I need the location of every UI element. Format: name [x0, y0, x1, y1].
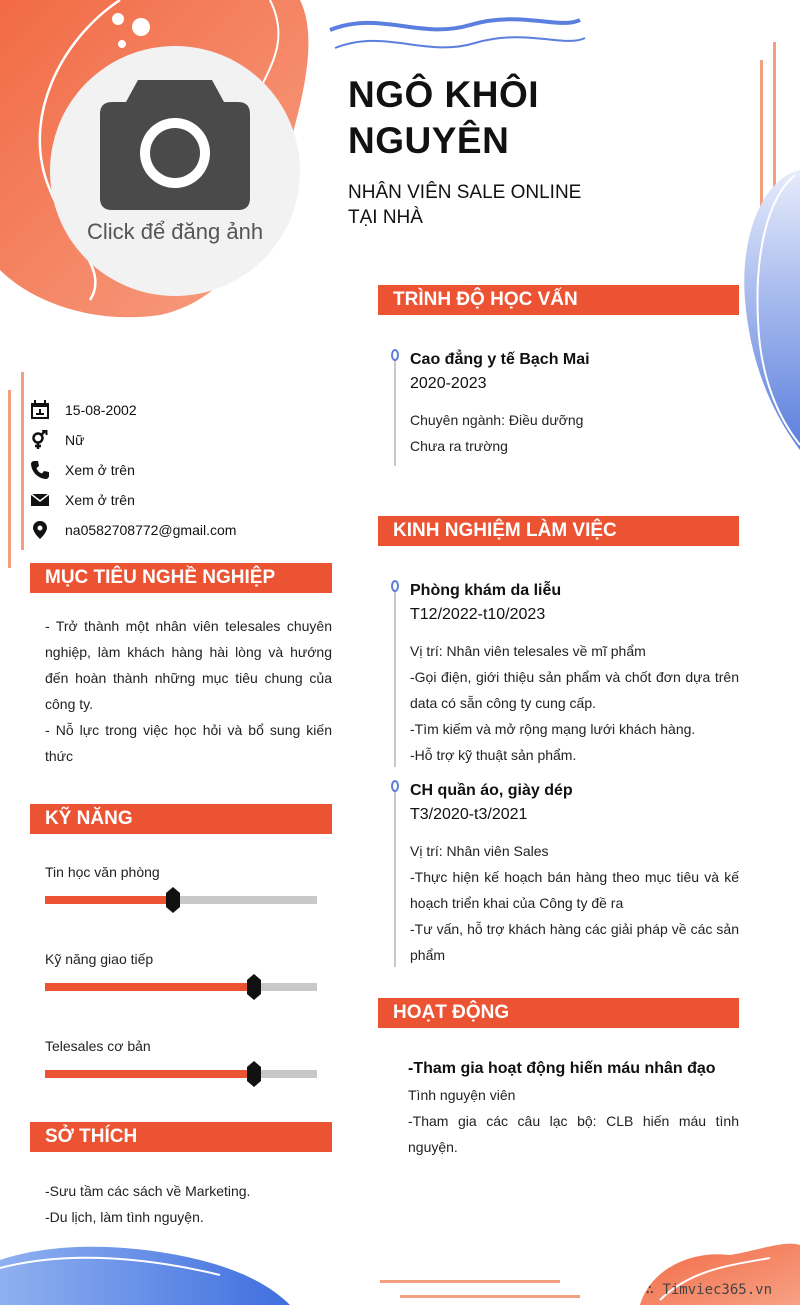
education-details: [410, 407, 739, 459]
hobby-item-1: -Sưu tầm các sách về Marketing.: [45, 1183, 251, 1199]
skills-header: KỸ NĂNG: [30, 804, 332, 834]
skill-bar-3: [45, 1070, 317, 1078]
candidate-name-line2: NGUYÊN: [348, 120, 510, 161]
contact-email: [30, 489, 330, 511]
contact-phone: [30, 459, 330, 481]
phone-value: Xem ở trên: [65, 462, 135, 478]
candidate-name-line1: NGÔ KHÔI: [348, 74, 540, 115]
activities-header: HOẠT ĐỘNG: [378, 998, 739, 1028]
education-major: Chuyên ngành: Điều dưỡng: [410, 412, 584, 428]
activity-detail: -Tham gia các câu lạc bộ: CLB hiến máu tình nguyện.: [408, 1113, 739, 1155]
contact-address: [30, 519, 330, 541]
photo-upload-label: Click để đăng ảnh: [86, 219, 264, 244]
objective-text: [45, 613, 332, 769]
email-icon: [30, 490, 50, 510]
experience-timeline-dot-icon: [391, 780, 399, 792]
job-1-details: [410, 638, 739, 768]
job-2-company: CH quần áo, giày dép: [410, 782, 573, 799]
hobby-item-2: -Du lịch, làm tình nguyện.: [45, 1209, 204, 1225]
job-1-line-2: -Gọi điện, giới thiệu sản phẩm và chốt đơn dựa trên data có sẵn công ty cung cấp.: [410, 669, 739, 711]
job-title-line2: TẠI NHÀ: [348, 207, 423, 228]
job-2-line-3: -Tư vấn, hỗ trợ khách hàng các giải pháp về các sản phẩm: [410, 921, 739, 963]
blue-blob-bottom-left: [0, 1247, 290, 1305]
objective-header: MỤC TIÊU NGHỀ NGHIỆP: [30, 563, 332, 593]
skill-bar-knob-icon[interactable]: [166, 887, 180, 913]
footer-watermark: [646, 1282, 772, 1298]
experience-timeline-line-1: [394, 587, 396, 767]
email-value: Xem ở trên: [65, 492, 135, 508]
job-1-line-1: Vị trí: Nhân viên telesales về mĩ phẩm: [410, 643, 646, 659]
candidate-name: [348, 72, 648, 164]
education-status: Chưa ra trường: [410, 438, 508, 454]
blue-wave-top: [330, 19, 580, 30]
skill-label-2: Kỹ năng giao tiếp: [45, 951, 154, 967]
job-title: [348, 180, 668, 230]
job-1-period: T12/2022-t10/2023: [410, 606, 546, 623]
birthday-value: 15-08-2002: [65, 402, 137, 418]
phone-icon: [30, 460, 50, 480]
skill-label-3: Telesales cơ bản: [45, 1038, 151, 1054]
skill-label-1: Tin học văn phòng: [45, 864, 160, 880]
job-2-period: T3/2020-t3/2021: [410, 806, 528, 823]
job-1-line-4: -Hỗ trợ kỹ thuật sản phẩm.: [410, 747, 577, 763]
skill-bar-fill: [45, 896, 173, 904]
photo-upload[interactable]: [50, 46, 300, 296]
objective-paragraph-2: - Nỗ lực trong việc học hỏi và bổ sung kiến thức: [45, 722, 332, 764]
job-1-line-3: -Tìm kiếm và mở rộng mạng lưới khách hàng.: [410, 721, 696, 737]
activity-details: [408, 1082, 739, 1160]
education-years: 2020-2023: [410, 375, 487, 392]
watermark-text: Timviec365.vn: [662, 1282, 772, 1298]
skill-bar-knob-icon[interactable]: [247, 1061, 261, 1087]
education-timeline-dot-icon: [391, 349, 399, 361]
calendar-icon: [30, 400, 50, 420]
job-1-company: Phòng khám da liễu: [410, 582, 562, 599]
education-header: TRÌNH ĐỘ HỌC VẤN: [378, 285, 739, 315]
skill-bar-2: [45, 983, 317, 991]
gender-value: Nữ: [65, 432, 85, 448]
objective-paragraph-1: - Trở thành một nhân viên telesales chuyên nghiệp, làm khách hàng hài lòng và hướng đến hoàn thành những mục tiêu chung của công ty.: [45, 618, 332, 712]
experience-timeline-line-2: [394, 787, 396, 967]
job-2-details: [410, 838, 739, 968]
education-school: Cao đẳng y tế Bạch Mai: [410, 351, 590, 368]
blue-blob-right: [744, 170, 800, 450]
job-title-line1: NHÂN VIÊN SALE ONLINE: [348, 182, 582, 203]
contact-birthday: [30, 399, 330, 421]
hobbies-header: SỞ THÍCH: [30, 1122, 332, 1152]
address-value: na0582708772@gmail.com: [65, 522, 237, 538]
skill-bar-1: [45, 896, 317, 904]
skill-bar-knob-icon[interactable]: [247, 974, 261, 1000]
skill-bar-fill: [45, 1070, 254, 1078]
hobbies-text: [45, 1178, 332, 1230]
education-timeline-line: [394, 356, 396, 466]
job-2-line-2: -Thực hiện kế hoạch bán hàng theo mục tiêu và kế hoạch triển khai của Công ty đề ra: [410, 869, 739, 911]
skill-bar-fill: [45, 983, 254, 991]
gender-icon: [30, 430, 50, 450]
activity-role: Tình nguyện viên: [408, 1087, 516, 1103]
experience-header: KINH NGHIỆM LÀM VIỆC: [378, 516, 739, 546]
camera-icon: [100, 80, 250, 210]
contact-gender: [30, 429, 330, 451]
job-2-line-1: Vị trí: Nhân viên Sales: [410, 843, 549, 859]
watermark-dots-icon: ∴: [645, 1282, 663, 1298]
activity-headline: -Tham gia hoạt động hiến máu nhân đạo: [408, 1060, 716, 1077]
experience-timeline-dot-icon: [391, 580, 399, 592]
location-icon: [30, 520, 50, 540]
